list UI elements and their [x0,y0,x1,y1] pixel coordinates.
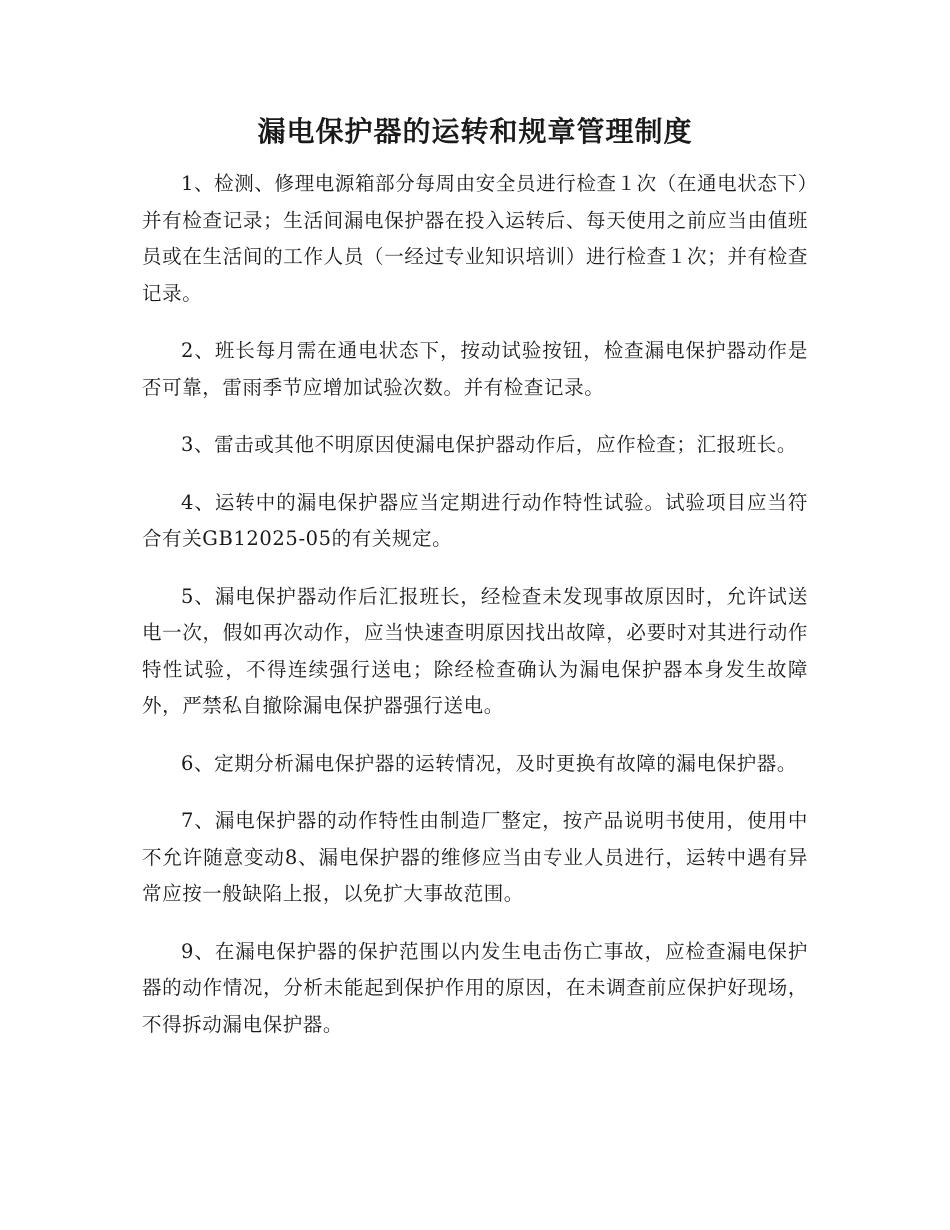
document-body [142,166,808,1064]
paragraph-2: 2、班长每月需在通电状态下，按动试验按钮，检查漏电保护器动作是否可靠，雷雨季节应增加试验次数。并有检查记录。 [142,339,808,399]
paragraph-4: 4、运转中的漏电保护器应当定期进行动作特性试验。试验项目应当符合有关GB12025-05的有关规定。 [142,490,808,550]
paragraph-5: 5、漏电保护器动作后汇报班长，经检查未发现事故原因时，允许试送电一次，假如再次动作，应当快速查明原因找出故障，必要时对其进行动作特性试验，不得连续强行送电；除经检查确认为漏电保护器本身发生故障外，严禁私自撤除漏电保护器强行送电。 [142,584,808,717]
paragraph-3: 3、雷击或其他不明原因使漏电保护器动作后，应作检查；汇报班长。 [181,433,798,456]
paragraph-7: 7、漏电保护器的动作特性由制造厂整定，按产品说明书使用，使用中不允许随意变动8、漏电保护器的维修应当由专业人员进行，运转中遇有异常应按一般缺陷上报，以免扩大事故范围。 [142,809,808,905]
paragraph-9: 9、在漏电保护器的保护范围以内发生电击伤亡事故，应检查漏电保护器的动作情况，分析未能起到保护作用的原因，在未调查前应保护好现场，不得拆动漏电保护器。 [142,939,808,1036]
paragraph-6: 6、定期分析漏电保护器的运转情况，及时更换有故障的漏电保护器。 [181,751,798,775]
document-title: 漏电保护器的运转和规章管理制度 [257,115,693,148]
paragraph-1: 1、检测、修理电源箱部分每周由安全员进行检查１次（在通电状态下）并有检查记录；生活间漏电保护器在投入运转后、每天使用之前应当由值班员或在生活间的工作人员（一经过专业知识培训）进行检查１次；并有检查记录。 [142,172,808,305]
